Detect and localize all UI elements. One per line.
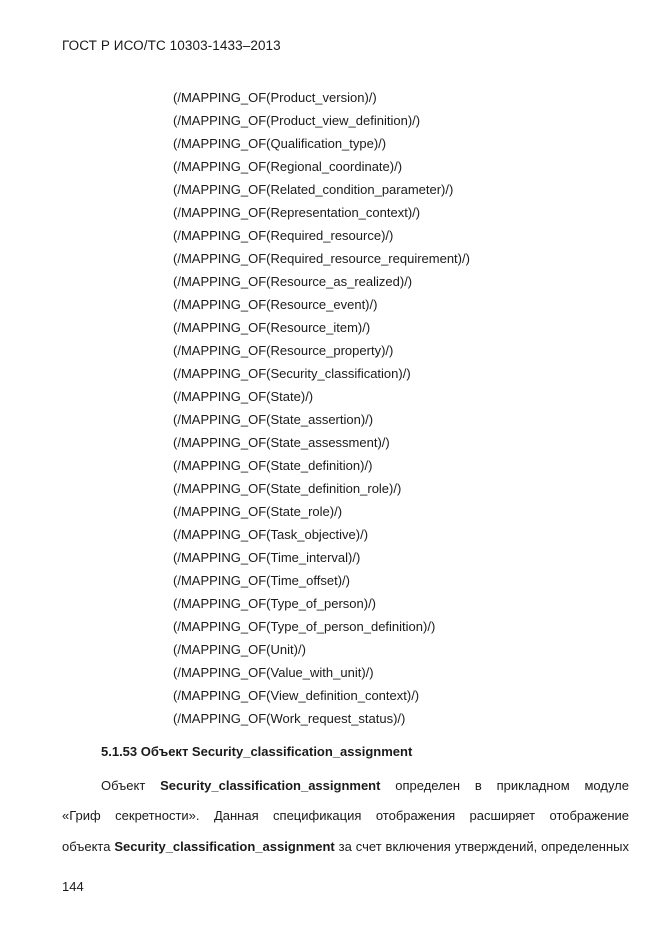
mapping-item: (/MAPPING_OF(Unit)/) — [173, 642, 306, 657]
para-text: Объект — [101, 778, 161, 793]
mapping-item: (/MAPPING_OF(State_assessment)/) — [173, 435, 390, 450]
mapping-item: (/MAPPING_OF(Related_condition_parameter)/) — [173, 182, 454, 197]
para-text: объекта — [62, 839, 115, 854]
mapping-item: (/MAPPING_OF(State_assertion)/) — [173, 412, 374, 427]
mapping-item: (/MAPPING_OF(Product_view_definition)/) — [173, 113, 421, 128]
mapping-item: (/MAPPING_OF(Required_resource_requirement)/) — [173, 251, 470, 266]
paragraph-line-3 — [62, 837, 629, 857]
mapping-item: (/MAPPING_OF(Time_offset)/) — [173, 573, 350, 588]
para-text: за счет включения утверждений, определенных — [334, 839, 629, 854]
mapping-item: (/MAPPING_OF(State_definition_role)/) — [173, 481, 402, 496]
paragraph-line-1 — [62, 776, 629, 796]
mapping-item: (/MAPPING_OF(Qualification_type)/) — [173, 136, 387, 151]
document-header: ГОСТ Р ИСО/ТС 10303-1433–2013 — [62, 38, 281, 53]
mapping-item: (/MAPPING_OF(Value_with_unit)/) — [173, 665, 374, 680]
mapping-item: (/MAPPING_OF(Time_interval)/) — [173, 550, 361, 565]
para-entity-name: Security_classification_assignment — [114, 839, 335, 854]
mapping-item: (/MAPPING_OF(Resource_property)/) — [173, 343, 394, 358]
page-number: 144 — [62, 879, 84, 894]
mapping-item: (/MAPPING_OF(View_definition_context)/) — [173, 688, 420, 703]
mapping-item: (/MAPPING_OF(Resource_as_realized)/) — [173, 274, 413, 289]
mapping-item: (/MAPPING_OF(State_role)/) — [173, 504, 343, 519]
mapping-item: (/MAPPING_OF(Representation_context)/) — [173, 205, 421, 220]
mapping-item: (/MAPPING_OF(Regional_coordinate)/) — [173, 159, 403, 174]
mapping-item: (/MAPPING_OF(Task_objective)/) — [173, 527, 369, 542]
section-title: 5.1.53 Объект Security_classification_assignment — [101, 744, 413, 759]
mapping-item: (/MAPPING_OF(State)/) — [173, 389, 314, 404]
mapping-item: (/MAPPING_OF(Product_version)/) — [173, 90, 377, 105]
mapping-item: (/MAPPING_OF(Work_request_status)/) — [173, 711, 406, 726]
mapping-list — [173, 86, 470, 730]
mapping-item: (/MAPPING_OF(State_definition)/) — [173, 458, 373, 473]
paragraph-line-2: «Гриф секретности». Данная спецификация отображения расширяет отображение — [62, 808, 629, 823]
mapping-item: (/MAPPING_OF(Resource_event)/) — [173, 297, 378, 312]
para-entity-name: Security_classification_assignment — [160, 778, 381, 793]
mapping-item: (/MAPPING_OF(Type_of_person)/) — [173, 596, 377, 611]
mapping-item: (/MAPPING_OF(Security_classification)/) — [173, 366, 411, 381]
mapping-item: (/MAPPING_OF(Resource_item)/) — [173, 320, 371, 335]
para-text: определен в прикладном модуле — [380, 778, 629, 793]
mapping-item: (/MAPPING_OF(Type_of_person_definition)/) — [173, 619, 436, 634]
mapping-item: (/MAPPING_OF(Required_resource)/) — [173, 228, 394, 243]
